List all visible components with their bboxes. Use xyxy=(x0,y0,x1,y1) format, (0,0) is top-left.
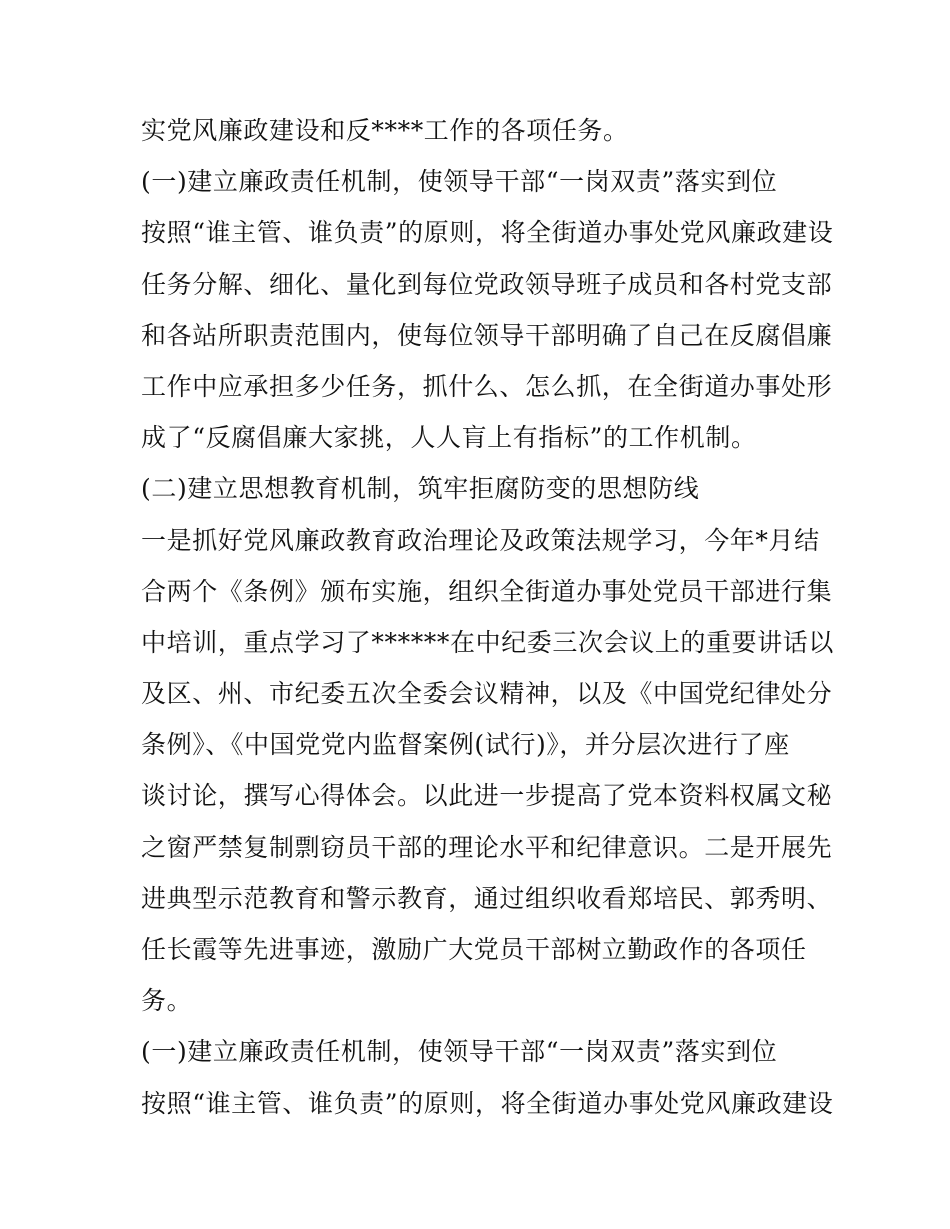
text-line: 进典型示范教育和警示教育，通过组织收看郑培民、郭秀明、 xyxy=(141,883,833,913)
text-line: 按照“谁主管、谁负责”的原则，将全街道办事处党风廉政建设 xyxy=(141,1088,834,1118)
section-heading: (一)建立廉政责任机制，使领导干部“一岗双责”落实到位 xyxy=(141,167,778,197)
text-line: 实党风廉政建设和反****工作的各项任务。 xyxy=(141,116,629,145)
text-line: 合两个《条例》颁布实施，组织全街道办事处党员干部进行集 xyxy=(141,576,833,606)
text-line: 谈讨论，撰写心得体会。以此进一步提高了党本资料权属文秘 xyxy=(141,781,833,811)
text-line: 任务分解、细化、量化到每位党政领导班子成员和各村党支部 xyxy=(141,269,833,299)
section-heading: (一)建立廉政责任机制，使领导干部“一岗双责”落实到位 xyxy=(141,1037,778,1067)
text-line: 工作中应承担多少任务，抓什么、怎么抓，在全街道办事处形 xyxy=(141,371,833,401)
text-line: 一是抓好党风廉政教育政治理论及政策法规学习，今年*月结 xyxy=(141,525,820,555)
text-line: 成了“反腐倡廉大家挑，人人肓上有指标”的工作机制。 xyxy=(141,423,757,453)
text-line: 中培训，重点学习了******在中纪委三次会议上的重要讲话以 xyxy=(141,627,835,657)
text-line: 条例》、《中国党党内监督案例(试行)》，并分层次进行了座 xyxy=(141,730,790,760)
text-line: 任长霞等先进事迹，激励广大党员干部树立勤政作的各项任 xyxy=(141,935,807,964)
section-heading: (二)建立思想教育机制，筑牢拒腐防变的思想防线 xyxy=(141,474,700,504)
document-body xyxy=(141,105,835,1129)
text-line: 按照“谁主管、谁负责”的原则，将全街道办事处党风廉政建设 xyxy=(141,218,834,248)
text-line: 务。 xyxy=(141,986,193,1016)
text-line: 及区、州、市纪委五次全委会议精神，以及《中国党纪律处分 xyxy=(141,679,833,709)
text-line: 和各站所职责范围内，使每位领导干部明确了自己在反腐倡廉 xyxy=(141,320,833,350)
text-line: 之窗严禁复制剽窃员干部的理论水平和纪律意识。二是开展先 xyxy=(141,832,833,862)
